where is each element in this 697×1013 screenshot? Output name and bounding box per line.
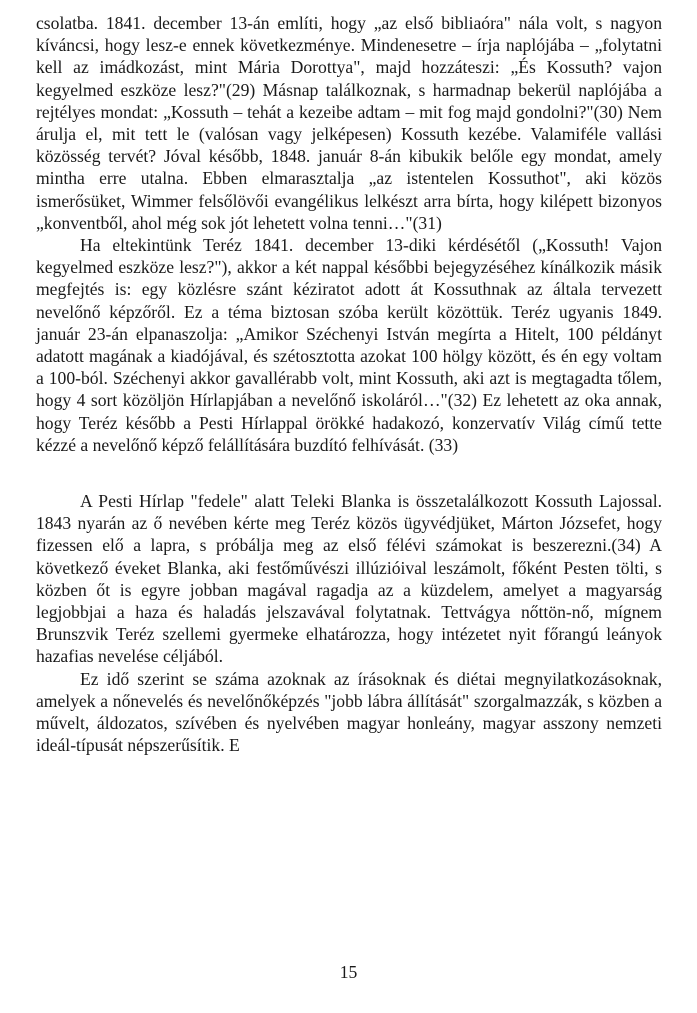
paragraph-3: A Pesti Hírlap "fedele" alatt Teleki Blanka is összetalálkozott Kossuth Lajossal. 1843 nyarán az ő nevében kérte meg Teréz közös ügyvédjüket, Márton Józsefet, hogy fizessen elő a lapra, s próbálja meg az első félévi számokat is beszerezni.(34) A következő éveket Blanka, aki festőművészi illúzióival leszámolt, főként Pesten tölti, s közben őt is egyre jobban magával ragadja az a küzdelem, amelyet a magyarság legjobbjai a haza és haladás jelszavával folytatnak. Tettvágya nőttön-nő, mígnem Brunszvik Teréz szellemi gyermeke elhatározza, hogy intézetet nyit főrangú leányok hazafias nevelése céljából. [36,491,662,667]
paragraph-2: Ha eltekintünk Teréz 1841. december 13-diki kérdésétől („Kossuth! Vajon kegyelmed eszköze lesz?"), akkor a két nappal későbbi bejegyzéséhez kínálkozik másik megfejtés is: egy közlésre szánt kéziratot adott át Kossuthnak az általa tervezett nevelőnő képzőről. Ez a téma biztosan szóba került közöttük. Teréz ugyanis 1849. január 23-án elpanaszolja: „Amikor Széchenyi István megírta a Hitelt, 100 példányt adatott magának a kiadójával, és szétosztotta azokat 100 hölgy között, és én egy voltam a 100-ból. Széchenyi akkor gavallérabb volt, mint Kossuth, aki azt is megtagadta tőlem, hogy 4 sort közöljön Hírlapjában a nevelőnő iskoláról…"(32) Ez lehetett az oka annak, hogy Teréz később a Pesti Hírlappal örökké hadakozó, konzervatív Világ című tette kézzé a nevelőnő képző felállítására buzdító felhívását. (33) [36,235,662,455]
page-number: 15 [339,962,358,982]
paragraph-4: Ez idő szerint se száma azoknak az írásoknak és diétai megnyilatkozásoknak, amelyek a nőnevelés és nevelőnőképzés "jobb lábra állítását" szorgalmazzák, s közben a művelt, áldozatos, szívében és nyelvében magyar honleány, magyar asszony nemzeti ideál-típusát népszerűsítik. E [36,668,662,756]
page-body [36,12,662,757]
section-gap [36,456,662,490]
paragraph-1: csolatba. 1841. december 13-án említi, hogy „az első bibliaóra" nála volt, s nagyon kíváncsi, hogy lesz-e ennek következménye. Mindenesetre – írja naplójába – „folytatni kell az imádkozást, mint Mária Dorottya", majd hozzáteszi: „És Kossuth? vajon kegyelmed eszköze lesz?"(29) Másnap találkoznak, s harmadnap bekerül naplójába a rejtélyes mondat: „Kossuth – tehát a kezeibe adtam – mit fog majd gondolni?"(30) Nem árulja el, mit tett le (valósan vagy jelképesen) Kossuth kezébe. Valamiféle vallási közösség tervét? Jóval később, 1848. január 8-án kibukik belőle egy mondat, amely mintha erre utalna. Ebben elmarasztalja „az istentelen Kossuthot", aki közös ismerősüket, Wimmer felsőlövői evangélikus lelkészt arra bírta, hogy kilépett bizonyos „konventből, ahol még sok jót lehetett volna tenni…"(31) [36,13,662,233]
